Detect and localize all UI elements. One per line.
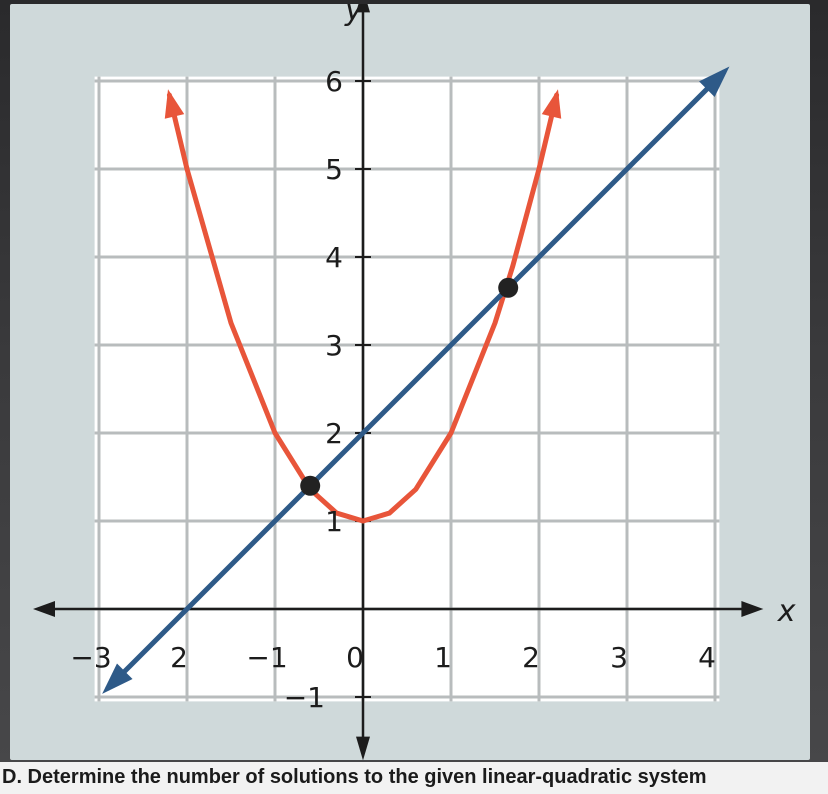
- y-tick-label: 4: [325, 241, 343, 274]
- x-axis-label: x: [777, 594, 796, 629]
- x-tick-label: 0: [346, 641, 364, 674]
- graph-plot: [10, 4, 810, 760]
- y-tick-label: 1: [325, 505, 343, 538]
- y-axis-arrow-down: [356, 737, 370, 760]
- x-tick-label: −1: [246, 641, 288, 674]
- x-tick-label: 2: [522, 641, 540, 674]
- y-tick-label: 3: [325, 329, 343, 362]
- worksheet-figure: [10, 4, 810, 760]
- x-tick-label: −3: [70, 641, 112, 674]
- y-tick-label: −1: [283, 681, 325, 714]
- x-tick-label: 1: [434, 641, 452, 674]
- question-caption: D. Determine the number of solutions to the given linear-quadratic system: [0, 762, 828, 794]
- x-axis-arrow-left: [33, 601, 55, 617]
- x-tick-label: 3: [610, 641, 628, 674]
- y-tick-label: 6: [325, 65, 343, 98]
- intersection-point: [300, 476, 320, 496]
- y-tick-label: 2: [325, 417, 343, 450]
- x-tick-label: 4: [698, 641, 716, 674]
- y-axis-label: y: [345, 4, 363, 28]
- x-tick-label: 2: [170, 641, 188, 674]
- intersection-point: [498, 278, 518, 298]
- x-axis-arrow: [741, 601, 763, 617]
- y-tick-label: 5: [325, 153, 343, 186]
